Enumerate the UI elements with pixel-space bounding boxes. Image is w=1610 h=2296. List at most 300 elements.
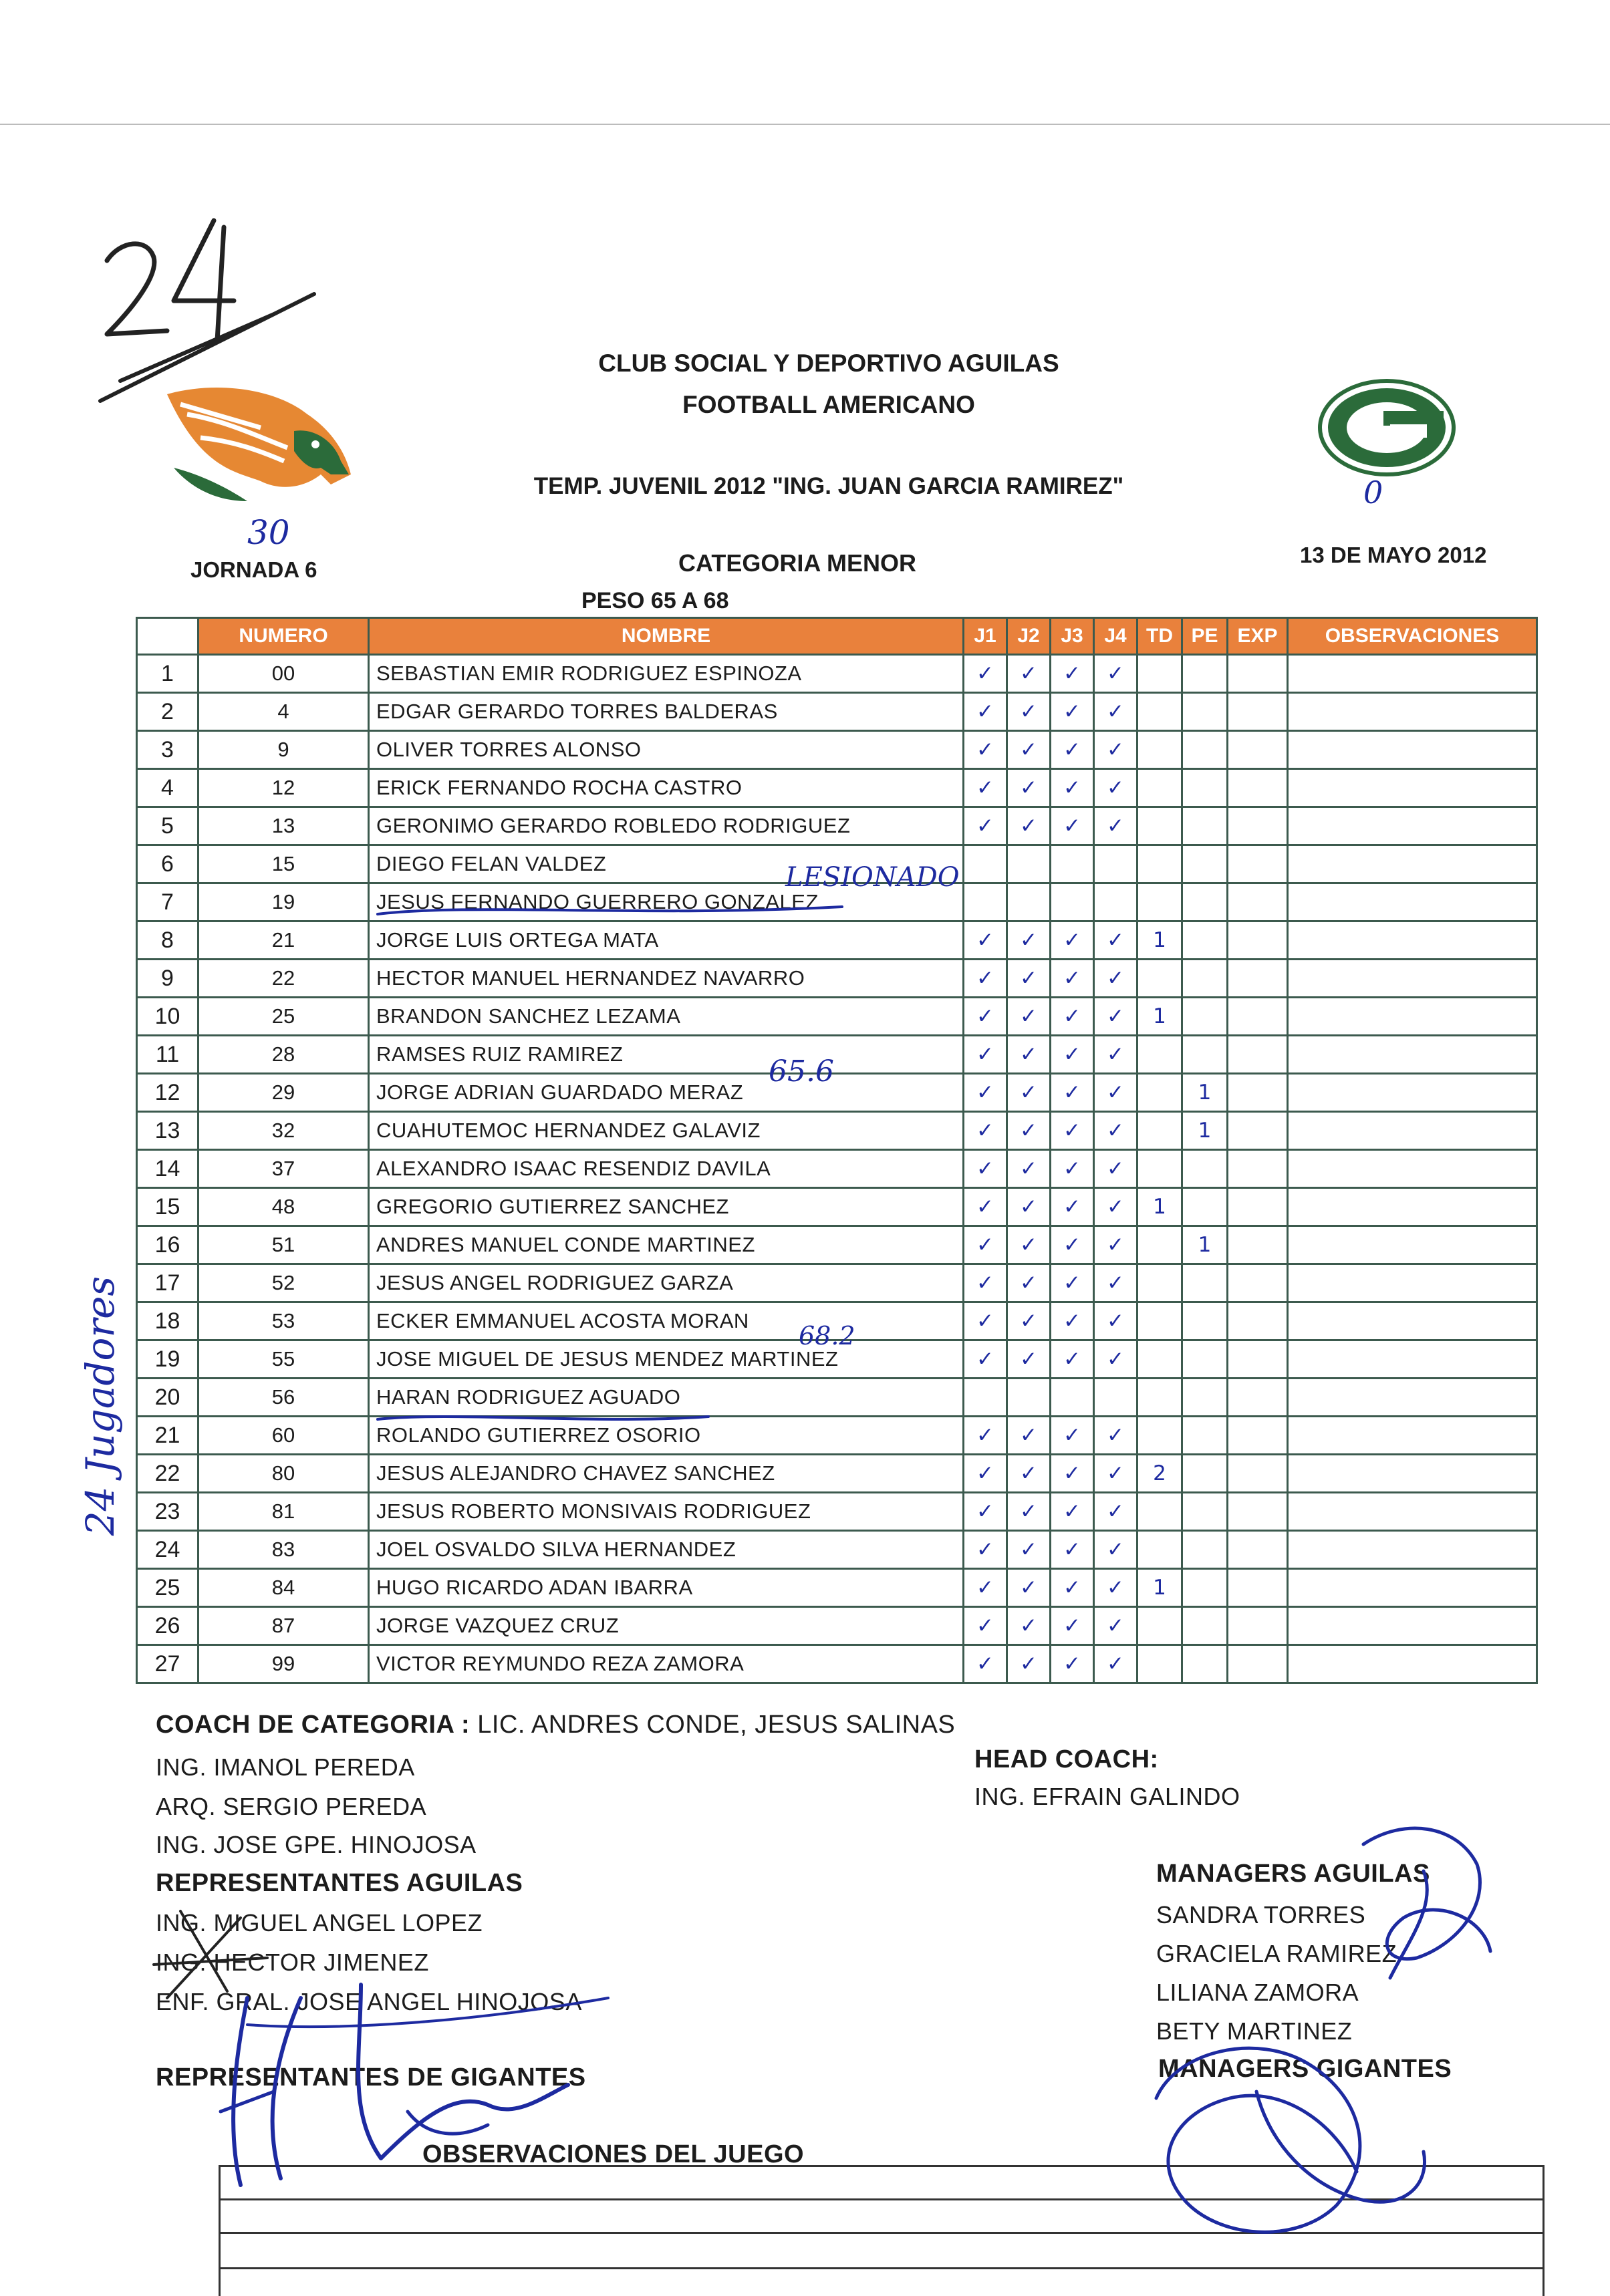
touchdowns-cell: [1137, 655, 1182, 693]
expulsions-cell: [1228, 1607, 1288, 1645]
game-3-check: ✓: [1051, 1264, 1094, 1302]
player-number: 28: [198, 1036, 369, 1074]
coach-label-text: COACH DE CATEGORIA :: [156, 1711, 471, 1739]
row-index: 18: [137, 1302, 198, 1340]
player-number: 56: [198, 1379, 369, 1417]
header-blank: [137, 618, 198, 655]
penalties-cell: [1182, 921, 1228, 960]
table-row: [137, 693, 1537, 731]
header-observaciones: OBSERVACIONES: [1288, 618, 1537, 655]
row-index: 5: [137, 807, 198, 845]
row-index: 22: [137, 1455, 198, 1493]
game-2-check: ✓: [1007, 1455, 1051, 1493]
touchdowns-cell: 1: [1137, 998, 1182, 1036]
touchdowns-cell: [1137, 1607, 1182, 1645]
player-number: 12: [198, 769, 369, 807]
header-exp: EXP: [1228, 618, 1288, 655]
player-name: ALEXANDRO ISAAC RESENDIZ DAVILA: [369, 1150, 964, 1188]
row-index: 15: [137, 1188, 198, 1226]
player-number: 51: [198, 1226, 369, 1264]
penalties-cell: [1182, 1569, 1228, 1607]
player-number: 13: [198, 807, 369, 845]
player-name: GERONIMO GERARDO ROBLEDO RODRIGUEZ: [369, 807, 964, 845]
game-1-check: ✓: [964, 807, 1007, 845]
header-pe: PE: [1182, 618, 1228, 655]
game-3-check: ✓: [1051, 1531, 1094, 1569]
observations-cell: [1288, 731, 1537, 769]
game-3-check: ✓: [1051, 655, 1094, 693]
game-2-check: ✓: [1007, 1493, 1051, 1531]
observations-cell: [1288, 1645, 1537, 1683]
row-index: 10: [137, 998, 198, 1036]
row-index: 9: [137, 960, 198, 998]
coach-label: [156, 1711, 955, 1739]
game-1-check: ✓: [964, 1074, 1007, 1112]
game-2-check: ✓: [1007, 1112, 1051, 1150]
player-number: 21: [198, 921, 369, 960]
game-4-check: ✓: [1094, 1531, 1137, 1569]
player-name: GREGORIO GUTIERREZ SANCHEZ: [369, 1188, 964, 1226]
header-j4: J4: [1094, 618, 1137, 655]
expulsions-cell: [1228, 998, 1288, 1036]
game-3-check: ✓: [1051, 769, 1094, 807]
game-4-check: ✓: [1094, 1188, 1137, 1226]
game-3-check: ✓: [1051, 1150, 1094, 1188]
expulsions-cell: [1228, 1226, 1288, 1264]
table-row: [137, 1455, 1537, 1493]
observations-cell: [1288, 883, 1537, 921]
game-4-check: ✓: [1094, 769, 1137, 807]
touchdowns-cell: [1137, 845, 1182, 883]
touchdowns-cell: [1137, 1036, 1182, 1074]
expulsions-cell: [1228, 1645, 1288, 1683]
game-2-check: ✓: [1007, 1150, 1051, 1188]
header-j3: J3: [1051, 618, 1094, 655]
game-1-check: ✓: [964, 1264, 1007, 1302]
player-name: RAMSES RUIZ RAMIREZ: [369, 1036, 964, 1074]
player-name: HARAN RODRIGUEZ AGUADO: [369, 1379, 964, 1417]
game-3-check: ✓: [1051, 1645, 1094, 1683]
game-3-check: ✓: [1051, 960, 1094, 998]
row-index: 12: [137, 1074, 198, 1112]
game-3-check: ✓: [1051, 693, 1094, 731]
touchdowns-cell: 1: [1137, 1188, 1182, 1226]
game-4-check: ✓: [1094, 1074, 1137, 1112]
game-4-check: ✓: [1094, 1150, 1137, 1188]
touchdowns-cell: [1137, 1493, 1182, 1531]
row-index: 26: [137, 1607, 198, 1645]
expulsions-cell: [1228, 1417, 1288, 1455]
table-header-row: [137, 618, 1537, 655]
game-4-check: ✓: [1094, 807, 1137, 845]
table-row: [137, 998, 1537, 1036]
row-index: 8: [137, 921, 198, 960]
observations-cell: [1288, 1112, 1537, 1150]
touchdowns-cell: [1137, 883, 1182, 921]
header-td: TD: [1137, 618, 1182, 655]
header-numero: NUMERO: [198, 618, 369, 655]
table-row: [137, 1226, 1537, 1264]
game-1-check: ✓: [964, 1150, 1007, 1188]
game-4-check: ✓: [1094, 1112, 1137, 1150]
game-4-check: ✓: [1094, 1607, 1137, 1645]
player-name: HECTOR MANUEL HERNANDEZ NAVARRO: [369, 960, 964, 998]
head-coach-label: HEAD COACH:: [974, 1745, 1159, 1773]
game-2-check: ✓: [1007, 769, 1051, 807]
touchdowns-cell: [1137, 1379, 1182, 1417]
season-title: TEMP. JUVENIL 2012 "ING. JUAN GARCIA RAMIREZ": [533, 473, 1124, 499]
player-number: 52: [198, 1264, 369, 1302]
game-1-check: ✓: [964, 921, 1007, 960]
expulsions-cell: [1228, 769, 1288, 807]
observations-cell: [1288, 1455, 1537, 1493]
roster-table: [136, 617, 1538, 1684]
touchdowns-cell: [1137, 1302, 1182, 1340]
managers-gigantes-label: MANAGERS GIGANTES: [1158, 2055, 1452, 2083]
game-3-check: ✓: [1051, 1417, 1094, 1455]
game-4-check: ✓: [1094, 1226, 1137, 1264]
touchdowns-cell: [1137, 1531, 1182, 1569]
penalties-cell: [1182, 1645, 1228, 1683]
game-1-check: ✓: [964, 769, 1007, 807]
touchdowns-cell: [1137, 1264, 1182, 1302]
date-label: 13 DE MAYO 2012: [1300, 543, 1487, 567]
observations-cell: [1288, 655, 1537, 693]
player-number: 84: [198, 1569, 369, 1607]
player-number: 19: [198, 883, 369, 921]
player-name: JESUS ANGEL RODRIGUEZ GARZA: [369, 1264, 964, 1302]
player-name: ANDRES MANUEL CONDE MARTINEZ: [369, 1226, 964, 1264]
roster-body: [137, 655, 1537, 1683]
game-2-check: ✓: [1007, 960, 1051, 998]
game-3-check: ✓: [1051, 731, 1094, 769]
game-2-check: ✓: [1007, 1264, 1051, 1302]
manager-aguilas-1: SANDRA TORRES: [1156, 1901, 1366, 1928]
observations-cell: [1288, 807, 1537, 845]
game-1-check: ✓: [964, 1569, 1007, 1607]
observations-cell: [1288, 1188, 1537, 1226]
game-2-check: ✓: [1007, 1226, 1051, 1264]
player-name: JORGE VAZQUEZ CRUZ: [369, 1607, 964, 1645]
row-index: 21: [137, 1417, 198, 1455]
game-2-check: ✓: [1007, 807, 1051, 845]
game-3-check: ✓: [1051, 1455, 1094, 1493]
game-2-check: ✓: [1007, 655, 1051, 693]
table-row: [137, 769, 1537, 807]
observations-cell: [1288, 693, 1537, 731]
touchdowns-cell: [1137, 1417, 1182, 1455]
row-index: 2: [137, 693, 198, 731]
player-name: VICTOR REYMUNDO REZA ZAMORA: [369, 1645, 964, 1683]
game-4-check: ✓: [1094, 1417, 1137, 1455]
observations-cell: [1288, 1074, 1537, 1112]
observations-cell: [1288, 1264, 1537, 1302]
game-1-check: ✓: [964, 1607, 1007, 1645]
expulsions-cell: [1228, 883, 1288, 921]
head-coach-name: ING. EFRAIN GALINDO: [974, 1783, 1240, 1810]
touchdowns-cell: 2: [1137, 1455, 1182, 1493]
row-index: 19: [137, 1340, 198, 1379]
game-2-check: ✓: [1007, 1036, 1051, 1074]
rep-aguilas-3: ENF. GRAL. JOSE ANGEL HINOJOSA: [156, 1988, 582, 2015]
table-row: [137, 1607, 1537, 1645]
rep-aguilas-2: ING. HECTOR JIMENEZ: [156, 1949, 429, 1976]
game-4-check: ✓: [1094, 960, 1137, 998]
row-index: 16: [137, 1226, 198, 1264]
table-row: [137, 1188, 1537, 1226]
penalties-cell: 1: [1182, 1226, 1228, 1264]
expulsions-cell: [1228, 1379, 1288, 1417]
table-row: [137, 1074, 1537, 1112]
observations-box-right: [1542, 2165, 1545, 2296]
player-name: JESUS ROBERTO MONSIVAIS RODRIGUEZ: [369, 1493, 964, 1531]
penalties-cell: [1182, 693, 1228, 731]
game-4-check: ✓: [1094, 1264, 1137, 1302]
table-row: [137, 1417, 1537, 1455]
touchdowns-cell: 1: [1137, 1569, 1182, 1607]
penalties-cell: [1182, 1036, 1228, 1074]
player-name: JESUS ALEJANDRO CHAVEZ SANCHEZ: [369, 1455, 964, 1493]
manager-aguilas-2: GRACIELA RAMIREZ: [1156, 1940, 1397, 1967]
row-index: 6: [137, 845, 198, 883]
game-1-check: ✓: [964, 1340, 1007, 1379]
expulsions-cell: [1228, 1569, 1288, 1607]
game-1-check: ✓: [964, 1226, 1007, 1264]
player-number: 80: [198, 1455, 369, 1493]
game-3-check: [1051, 883, 1094, 921]
touchdowns-cell: [1137, 1112, 1182, 1150]
row-index: 25: [137, 1569, 198, 1607]
table-row: [137, 1112, 1537, 1150]
player-name: ERICK FERNANDO ROCHA CASTRO: [369, 769, 964, 807]
game-2-check: ✓: [1007, 1302, 1051, 1340]
player-number: 48: [198, 1188, 369, 1226]
coach-names: LIC. ANDRES CONDE, JESUS SALINAS: [477, 1711, 956, 1739]
expulsions-cell: [1228, 1493, 1288, 1531]
weight-note-row-11: 65.6: [769, 1054, 834, 1089]
observations-cell: [1288, 1493, 1537, 1531]
penalties-cell: 1: [1182, 1074, 1228, 1112]
game-3-check: ✓: [1051, 807, 1094, 845]
observations-cell: [1288, 1379, 1537, 1417]
penalties-cell: [1182, 1531, 1228, 1569]
touchdowns-cell: 1: [1137, 921, 1182, 960]
penalties-cell: [1182, 1264, 1228, 1302]
game-3-check: ✓: [1051, 1036, 1094, 1074]
player-number: 32: [198, 1112, 369, 1150]
game-2-check: ✓: [1007, 731, 1051, 769]
penalties-cell: [1182, 1493, 1228, 1531]
expulsions-cell: [1228, 845, 1288, 883]
observations-cell: [1288, 1302, 1537, 1340]
eagle-logo: [160, 374, 354, 508]
table-row: [137, 1379, 1537, 1417]
touchdowns-cell: [1137, 1074, 1182, 1112]
game-3-check: [1051, 1379, 1094, 1417]
game-2-check: ✓: [1007, 1417, 1051, 1455]
game-3-check: ✓: [1051, 1302, 1094, 1340]
game-1-check: ✓: [964, 1036, 1007, 1074]
coach-3: ING. JOSE GPE. HINOJOSA: [156, 1831, 477, 1858]
expulsions-cell: [1228, 1112, 1288, 1150]
game-3-check: ✓: [1051, 921, 1094, 960]
header-j2: J2: [1007, 618, 1051, 655]
expulsions-cell: [1228, 1340, 1288, 1379]
table-row: [137, 655, 1537, 693]
game-2-check: ✓: [1007, 1074, 1051, 1112]
game-4-check: ✓: [1094, 1493, 1137, 1531]
game-4-check: ✓: [1094, 655, 1137, 693]
game-3-check: ✓: [1051, 1493, 1094, 1531]
player-number: 9: [198, 731, 369, 769]
observations-line-1: [219, 2165, 1545, 2167]
game-4-check: ✓: [1094, 1302, 1137, 1340]
observations-cell: [1288, 1226, 1537, 1264]
game-3-check: ✓: [1051, 1074, 1094, 1112]
player-name: JOEL OSVALDO SILVA HERNANDEZ: [369, 1531, 964, 1569]
touchdowns-cell: [1137, 769, 1182, 807]
penalties-cell: [1182, 1607, 1228, 1645]
game-3-check: ✓: [1051, 1607, 1094, 1645]
penalties-cell: [1182, 731, 1228, 769]
game-2-check: ✓: [1007, 693, 1051, 731]
expulsions-cell: [1228, 1531, 1288, 1569]
observations-line-2: [219, 2198, 1545, 2200]
game-4-check: ✓: [1094, 1340, 1137, 1379]
weight-label: PESO 65 A 68: [581, 588, 729, 613]
game-4-check: ✓: [1094, 998, 1137, 1036]
game-4-check: [1094, 1379, 1137, 1417]
player-name: EDGAR GERARDO TORRES BALDERAS: [369, 693, 964, 731]
expulsions-cell: [1228, 960, 1288, 998]
game-1-check: ✓: [964, 1417, 1007, 1455]
observations-cell: [1288, 960, 1537, 998]
game-1-check: ✓: [964, 1531, 1007, 1569]
category-label: CATEGORIA MENOR: [678, 549, 916, 577]
expulsions-cell: [1228, 1188, 1288, 1226]
sport-title: FOOTBALL AMERICANO: [682, 391, 975, 418]
touchdowns-cell: [1137, 1645, 1182, 1683]
row-index: 20: [137, 1379, 198, 1417]
player-name: DIEGO FELAN VALDEZ: [369, 845, 964, 883]
game-2-check: ✓: [1007, 1340, 1051, 1379]
player-number: 81: [198, 1493, 369, 1531]
game-1-check: ✓: [964, 1302, 1007, 1340]
observations-line-4: [219, 2267, 1545, 2269]
game-4-check: ✓: [1094, 1036, 1137, 1074]
game-2-check: ✓: [1007, 921, 1051, 960]
observations-cell: [1288, 921, 1537, 960]
row-index: 27: [137, 1645, 198, 1683]
player-name: OLIVER TORRES ALONSO: [369, 731, 964, 769]
row-index: 7: [137, 883, 198, 921]
touchdowns-cell: [1137, 807, 1182, 845]
game-2-check: [1007, 1379, 1051, 1417]
game-1-check: ✓: [964, 1455, 1007, 1493]
game-1-check: ✓: [964, 1493, 1007, 1531]
game-4-check: ✓: [1094, 1455, 1137, 1493]
game-1-check: [964, 1379, 1007, 1417]
row-index: 24: [137, 1531, 198, 1569]
penalties-cell: [1182, 960, 1228, 998]
row-index: 3: [137, 731, 198, 769]
observations-cell: [1288, 1569, 1537, 1607]
expulsions-cell: [1228, 1455, 1288, 1493]
manager-aguilas-3: LILIANA ZAMORA: [1156, 1979, 1359, 2006]
injury-note: LESIONADO: [785, 862, 960, 893]
observations-cell: [1288, 1036, 1537, 1074]
touchdowns-cell: [1137, 731, 1182, 769]
game-2-check: ✓: [1007, 1607, 1051, 1645]
observations-cell: [1288, 1340, 1537, 1379]
row-index: 23: [137, 1493, 198, 1531]
manager-aguilas-4: BETY MARTINEZ: [1156, 2017, 1353, 2045]
round-label: JORNADA 6: [190, 557, 317, 582]
table-row: [137, 807, 1537, 845]
weight-note-row-18: 68.2: [799, 1321, 855, 1350]
player-number: 00: [198, 655, 369, 693]
player-name: SEBASTIAN EMIR RODRIGUEZ ESPINOZA: [369, 655, 964, 693]
table-row: [137, 921, 1537, 960]
scan-edge-line: [0, 124, 1610, 125]
player-number: 37: [198, 1150, 369, 1188]
player-number: 22: [198, 960, 369, 998]
observations-line-3: [219, 2232, 1545, 2234]
penalties-cell: [1182, 1302, 1228, 1340]
game-1-check: ✓: [964, 1112, 1007, 1150]
penalties-cell: [1182, 998, 1228, 1036]
game-1-check: [964, 883, 1007, 921]
expulsions-cell: [1228, 655, 1288, 693]
observations-cell: [1288, 845, 1537, 883]
player-number: 99: [198, 1645, 369, 1683]
observations-cell: [1288, 1417, 1537, 1455]
touchdowns-cell: [1137, 1340, 1182, 1379]
penalties-cell: [1182, 769, 1228, 807]
row-index: 1: [137, 655, 198, 693]
managers-aguilas-label: MANAGERS AGUILAS: [1156, 1860, 1430, 1888]
game-3-check: ✓: [1051, 998, 1094, 1036]
table-row: [137, 1150, 1537, 1188]
observations-label: OBSERVACIONES DEL JUEGO: [422, 2140, 805, 2168]
rep-aguilas-1: ING. MIGUEL ANGEL LOPEZ: [156, 1909, 483, 1936]
player-number: 29: [198, 1074, 369, 1112]
penalties-cell: [1182, 883, 1228, 921]
game-4-check: ✓: [1094, 731, 1137, 769]
player-number: 55: [198, 1340, 369, 1379]
player-name: BRANDON SANCHEZ LEZAMA: [369, 998, 964, 1036]
touchdowns-cell: [1137, 960, 1182, 998]
game-3-check: ✓: [1051, 1340, 1094, 1379]
handwritten-score-left: 30: [247, 513, 290, 552]
game-3-check: ✓: [1051, 1226, 1094, 1264]
row-index: 11: [137, 1036, 198, 1074]
observations-cell: [1288, 1150, 1537, 1188]
game-3-check: [1051, 845, 1094, 883]
game-4-check: [1094, 845, 1137, 883]
game-2-check: ✓: [1007, 1531, 1051, 1569]
game-2-check: ✓: [1007, 1569, 1051, 1607]
game-2-check: [1007, 845, 1051, 883]
observations-box-left: [219, 2165, 221, 2296]
game-2-check: ✓: [1007, 1645, 1051, 1683]
game-4-check: ✓: [1094, 1645, 1137, 1683]
table-row: [137, 1493, 1537, 1531]
touchdowns-cell: [1137, 693, 1182, 731]
game-2-check: ✓: [1007, 998, 1051, 1036]
game-1-check: [964, 845, 1007, 883]
row-index: 17: [137, 1264, 198, 1302]
